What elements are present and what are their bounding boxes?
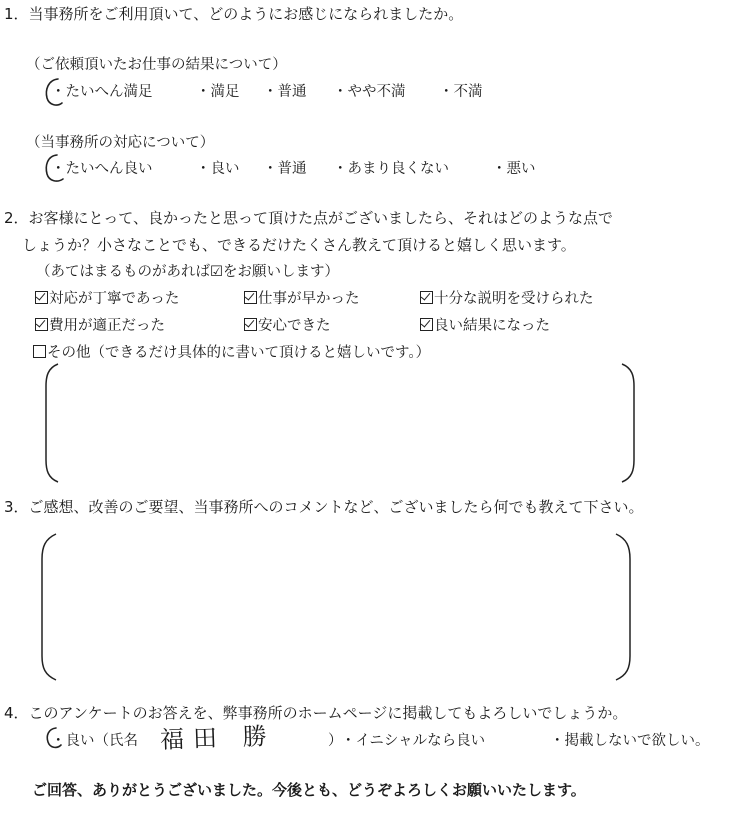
q1-sub2-option-not-so-good[interactable]: ・あまり良くない xyxy=(333,161,449,177)
checkbox-sufficient-explanation[interactable] xyxy=(420,291,594,307)
checkbox-icon[interactable] xyxy=(244,318,257,331)
q1-sub1-option-very-satisfied[interactable]: ・たいへん満足 xyxy=(51,84,153,100)
q2-other-textarea[interactable] xyxy=(44,362,636,484)
q4-name-signature: 福田 勝 xyxy=(159,721,277,755)
q1-sub2-option-very-good[interactable]: ・たいへん良い xyxy=(51,161,153,177)
q1-sub1-option-satisfied[interactable]: ・満足 xyxy=(196,84,240,100)
checkbox-icon[interactable] xyxy=(420,318,433,331)
q4-option-no[interactable]: ・掲載しないで欲しい。 xyxy=(550,733,710,749)
checkbox-label: 良い結果になった xyxy=(434,318,550,334)
bracket-frame xyxy=(44,362,636,484)
q1-sub2-option-good[interactable]: ・良い xyxy=(196,161,240,177)
q4-option-initials[interactable]: ・イニシャルなら良い xyxy=(341,733,486,749)
q1-sub1-label: （ご依頼頂いたお仕事の結果について） xyxy=(26,57,287,73)
question-2-title-line1: 2．お客様にとって、良かったと思って頂けた点がございましたら、それはどのような点で xyxy=(4,209,613,227)
q2-instruction: （あてはまるものがあれば☑をお願いします） xyxy=(36,264,339,280)
checkbox-good-result[interactable] xyxy=(420,318,550,334)
question-2-title-line2: しょうか？小さなことでも、できるだけたくさん教えて頂けると嬉しく思います。 xyxy=(22,236,576,254)
checkbox-polite-service[interactable] xyxy=(35,291,179,307)
checkbox-label: 十分な説明を受けられた xyxy=(434,291,594,307)
checkbox-icon[interactable] xyxy=(35,318,48,331)
closing-message: ご回答、ありがとうございました。今後とも、どうぞよろしくお願いいたします。 xyxy=(32,781,586,799)
question-4-title: 4．このアンケートのお答えを、弊事務所のホームページに掲載してもよろしいでしょうか。 xyxy=(4,704,628,722)
q1-sub2-option-bad[interactable]: ・悪い xyxy=(492,161,536,177)
checkbox-label: 費用が適正だった xyxy=(49,318,165,334)
checkbox-label: 安心できた xyxy=(258,318,331,334)
checkbox-icon[interactable] xyxy=(35,291,48,304)
checkbox-label: 対応が丁寧であった xyxy=(49,291,180,307)
checkbox-other[interactable] xyxy=(33,345,430,361)
q1-sub2-option-neutral[interactable]: ・普通 xyxy=(263,161,307,177)
q1-sub2-label: （当事務所の対応について） xyxy=(26,135,215,151)
bracket-frame xyxy=(40,532,632,682)
checkbox-peace-of-mind[interactable] xyxy=(244,318,331,334)
q1-sub1-option-neutral[interactable]: ・普通 xyxy=(263,84,307,100)
checkbox-icon[interactable] xyxy=(244,291,257,304)
q3-comment-textarea[interactable] xyxy=(40,532,632,682)
checkbox-fair-fee[interactable] xyxy=(35,318,165,334)
question-1-title: 1．当事務所をご利用頂いて、どのようにお感じになられましたか。 xyxy=(4,5,464,23)
q1-sub1-option-dissatisfied[interactable]: ・不満 xyxy=(439,84,483,100)
q4-option-yes-prefix[interactable]: ・良い（氏名 xyxy=(51,733,138,749)
checkbox-quick-work[interactable] xyxy=(244,291,360,307)
checkbox-icon[interactable] xyxy=(33,345,46,358)
q1-sub1-option-somewhat-dissatisfied[interactable]: ・やや不満 xyxy=(333,84,406,100)
checkbox-icon[interactable] xyxy=(420,291,433,304)
q4-option-yes-suffix: ） xyxy=(328,733,343,749)
checkbox-label: その他（できるだけ具体的に書いて頂けると嬉しいです。） xyxy=(47,345,431,361)
checkbox-label: 仕事が早かった xyxy=(258,291,360,307)
question-3-title: 3．ご感想、改善のご要望、当事務所へのコメントなど、ございましたら何でも教えて下さい。 xyxy=(4,498,644,516)
